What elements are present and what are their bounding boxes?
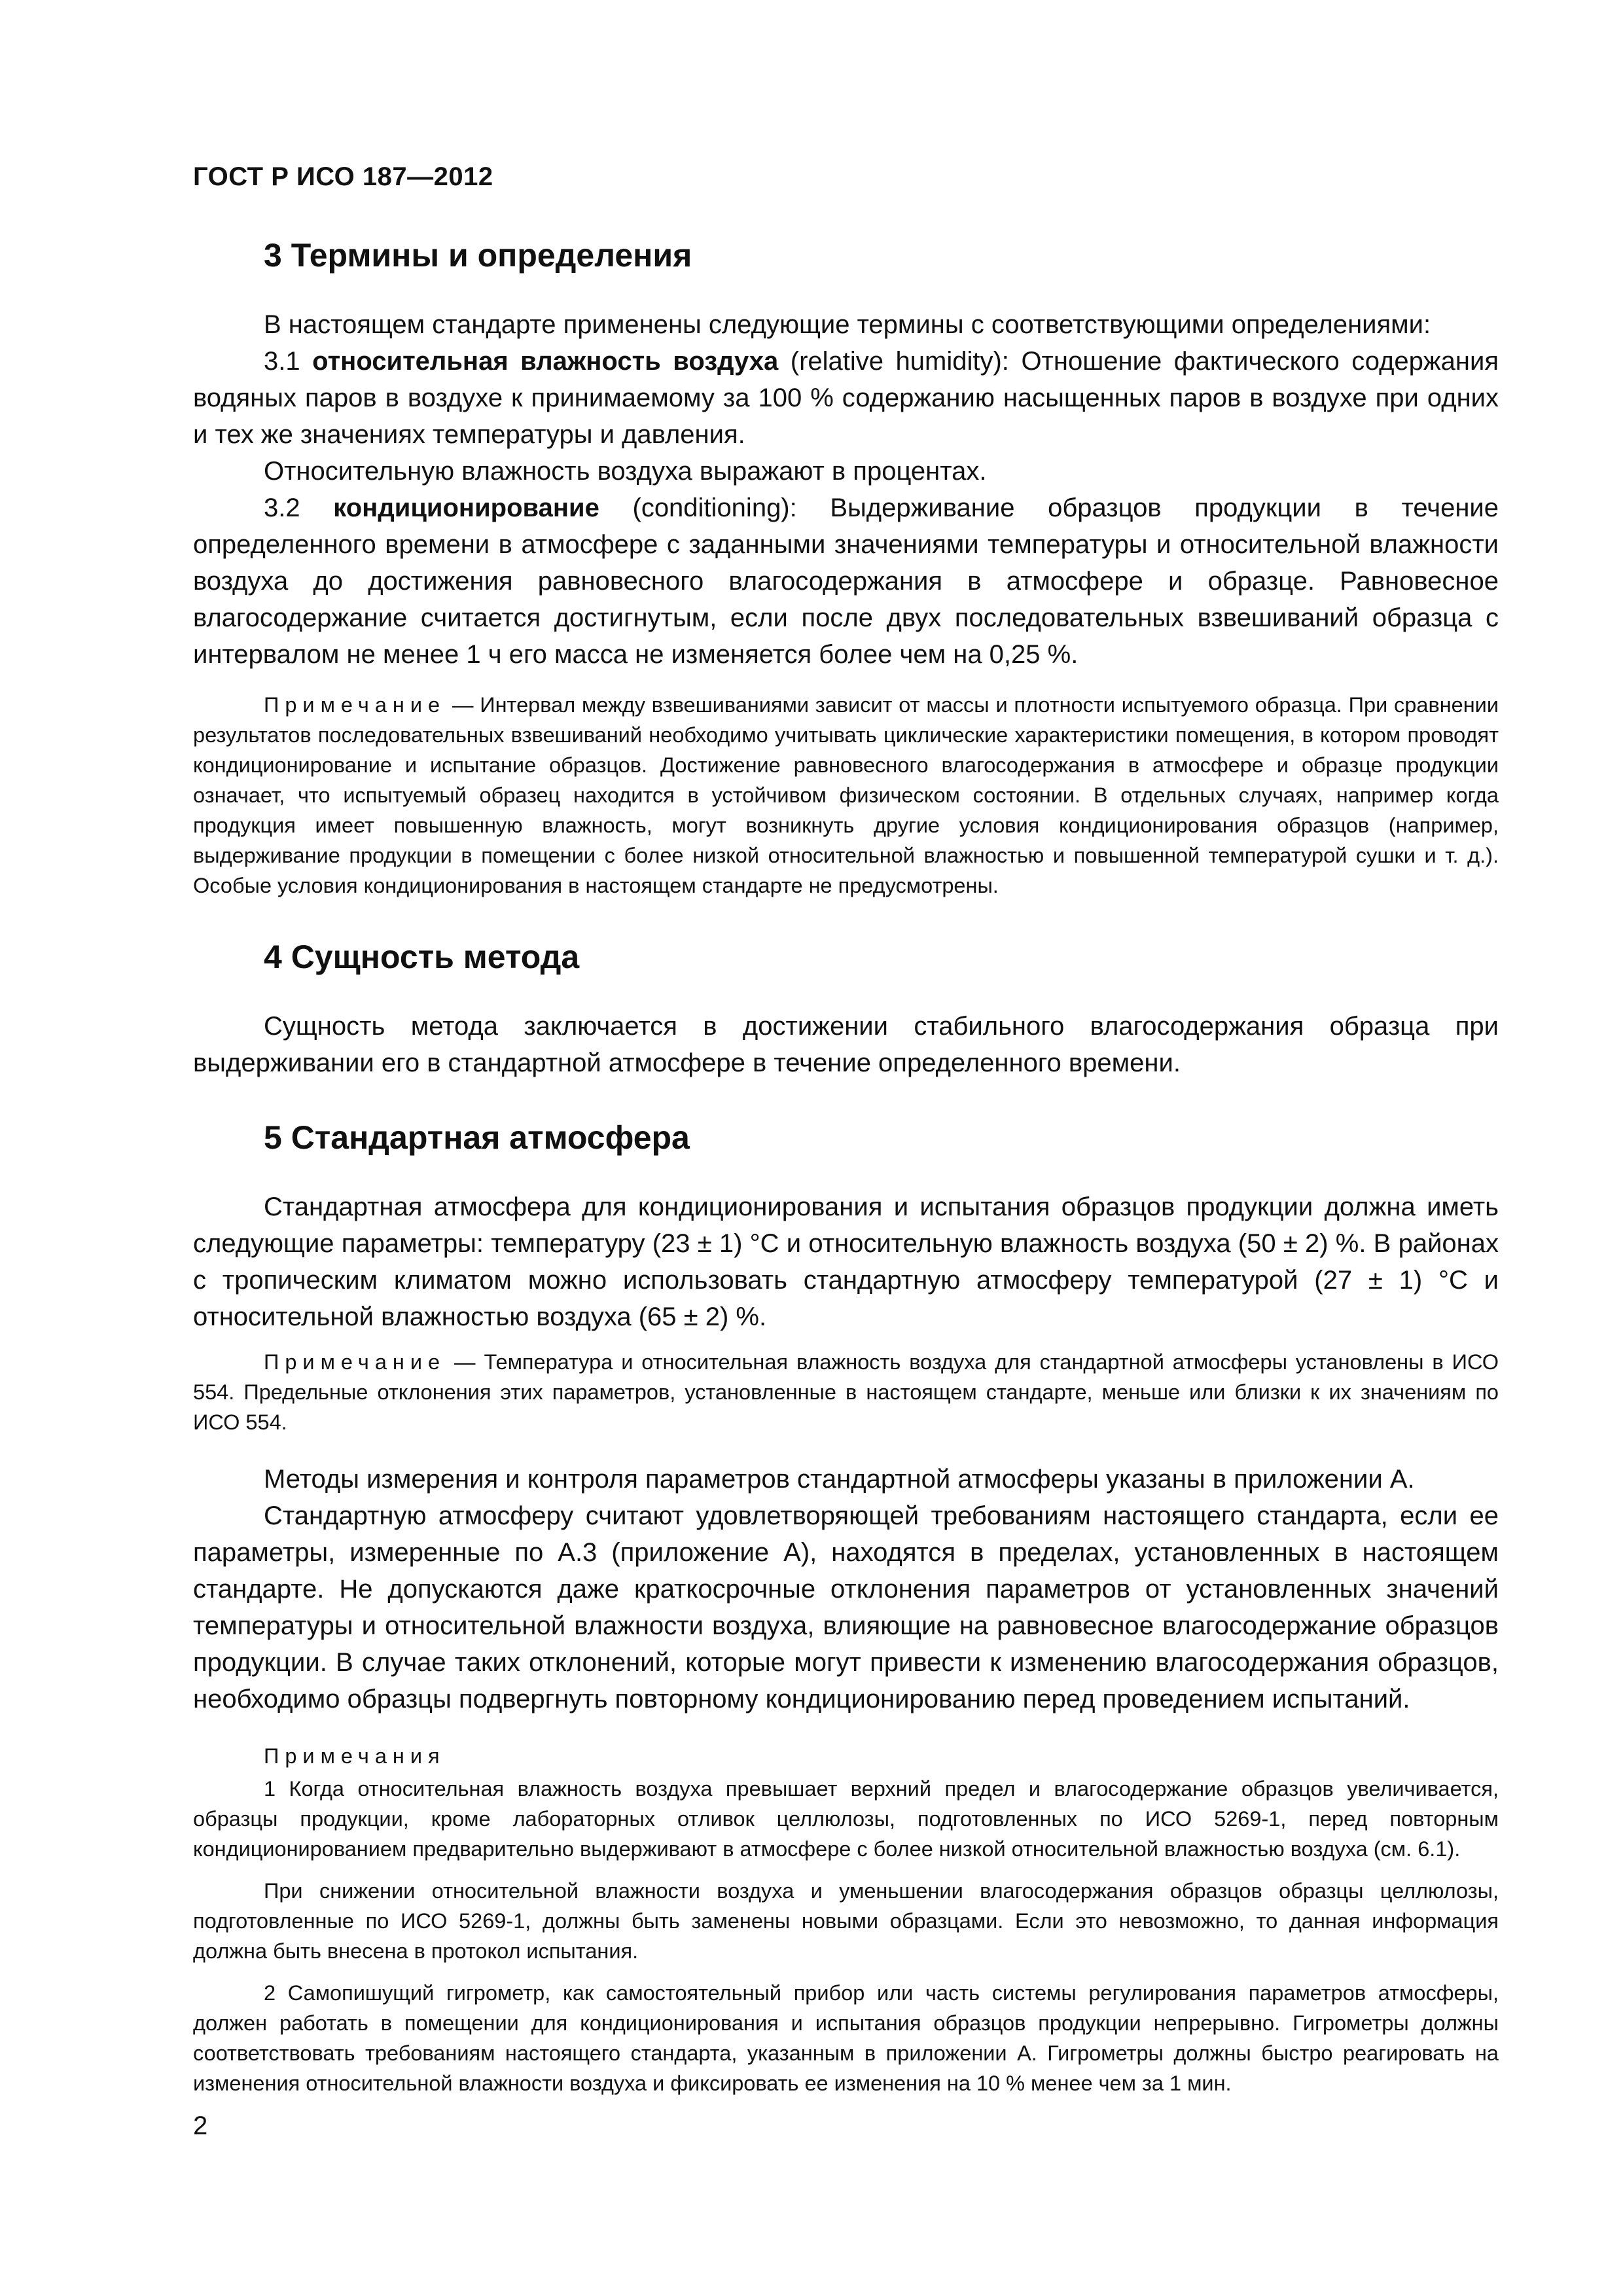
term-3-2-name: кондиционирование: [333, 493, 599, 522]
section-method: [193, 937, 1499, 1081]
section-5-note-1-continued: При снижении относительной влажности воздуха и уменьшении влагосодержания образцов образцы целлюлозы, подготовленные по ИСО 5269-1, должны быть заменены новыми образцами. Если это невозможно, то данная информация должна быть внесена в протокол испытания.: [193, 1879, 1499, 1963]
note-label: Примечание: [264, 1350, 446, 1374]
note-label: Примечание: [264, 693, 446, 717]
section-5-title: 5 Стандартная атмосфера: [264, 1119, 690, 1156]
section-3-title: 3 Термины и определения: [264, 237, 692, 274]
note-text: — Интервал между взвешиваниями зависит от массы и плотности испытуемого образца. При сравнении результатов последовательных взвешиваний необходимо учитывать циклические характеристики помещения, в котором проводят кондиционирование и испытание образцов. Достижение равновесного влагосодержания в атмосфере и образце продукции означает, что испытуемый образец находится в устойчивом физическом состоянии. В отдельных случаях, например когда продукция имеет повышенную влажность, могут возникнуть другие условия кондиционирования образцов (например, выдерживание продукции в помещении с более низкой относительной влажностью и повышенной температурой сушки и т. д.). Особые условия кондиционирования в настоящем стандарте не предусмотрены.: [193, 693, 1499, 897]
section-5-notes-label: [193, 1741, 1499, 1771]
section-terms: [193, 236, 1499, 901]
term-3-1-extra: Относительную влажность воздуха выражают в процентах.: [264, 457, 987, 486]
notes-label: Примечания: [264, 1744, 446, 1768]
term-3-2-definition: (conditioning): Выдерживание образцов продукции в течение определенного времени в атмосфере с заданными значениями температуры и относительной влажности воздуха до достижения равновесного влагосодержания в атмосфере и образце. Равновесное влагосодержание считается достигнутым, если после двух последовательных взвешиваний образца с интервалом не менее 1 ч его масса не изменяется более чем на 0,25 %.: [193, 493, 1499, 669]
term-3-1-definition: (relative humidity): Отношение фактического содержания водяных паров в воздухе к принимаемому за 100 % содержанию насыщенных паров в воздухе при одних и тех же значениях температуры и давления.: [193, 347, 1499, 449]
term-3-1: [193, 343, 1499, 453]
section-4-text: Сущность метода заключается в достижении стабильного влагосодержания образца при выдерживании его в стандартной атмосфере в течение определенного времени.: [193, 1012, 1499, 1077]
document-body: [193, 236, 1499, 2098]
section-3-intro: В настоящем стандарте применены следующие термины с соответствующими определениями:: [264, 310, 1431, 339]
section-5-note-1: 1 Когда относительная влажность воздуха превышает верхний предел и влагосодержание образцов увеличивается, образцы продукции, кроме лабораторных отливок целлюлозы, подготовленных по ИСО 5269-1, перед повторным кондиционированием предварительно выдерживают в атмосфере с более низкой относительной влажностью воздуха (см. 6.1).: [193, 1777, 1499, 1861]
document-header: ГОСТ Р ИСО 187—2012: [193, 162, 493, 191]
section-4-title: 4 Сущность метода: [264, 939, 580, 975]
section-5-note: [193, 1347, 1499, 1437]
section-5-paragraph-3: Стандартную атмосферу считают удовлетворяющей требованиям настоящего стандарта, если ее параметры, измеренные по А.3 (приложение А), находятся в пределах, установленных в настоящем стандарте. Не допускаются даже краткосрочные отклонения параметров от установленных значений температуры и относительной влажности воздуха, влияющие на равновесное влагосодержание образцов продукции. В случае таких отклонений, которые могут привести к изменению влагосодержания образцов, необходимо образцы подвергнуть повторному кондиционированию перед проведением испытаний.: [193, 1501, 1499, 1713]
section-5-note-2: 2 Самопишущий гигрометр, как самостоятельный прибор или часть системы регулирования параметров атмосферы, должен работать в помещении для кондиционирования и испытания образцов продукции непрерывно. Гигрометры должны соответствовать требованиям настоящего стандарта, указанным в приложении А. Гигрометры должны быстро реагировать на изменения относительной влажности воздуха и фиксировать ее изменения на 10 % менее чем за 1 мин.: [193, 1981, 1499, 2095]
page-number: 2: [193, 2111, 208, 2140]
term-3-1-name: относительная влажность воздуха: [312, 347, 779, 376]
section-standard-atmosphere: [193, 1118, 1499, 2098]
term-3-1-number: 3.1: [264, 347, 313, 376]
section-3-note: [193, 690, 1499, 901]
term-3-2: [193, 490, 1499, 673]
section-5-paragraph-1: Стандартная атмосфера для кондиционирования и испытания образцов продукции должна иметь следующие параметры: температуру (23 ± 1) °С и относительную влажность воздуха (50 ± 2) %. В районах с тропическим климатом можно использовать стандартную атмосферу температурой (27 ± 1) °С и относительной влажностью воздуха (65 ± 2) %.: [193, 1193, 1499, 1331]
section-5-paragraph-2: Методы измерения и контроля параметров стандартной атмосферы указаны в приложении А.: [264, 1465, 1415, 1494]
term-3-2-number: 3.2: [264, 493, 334, 522]
note-text: — Температура и относительная влажность воздуха для стандартной атмосферы установлены в ИСО 554. Предельные отклонения этих параметров, установленные в настоящем стандарте, меньше или близки к их значениям по ИСО 554.: [193, 1350, 1499, 1434]
